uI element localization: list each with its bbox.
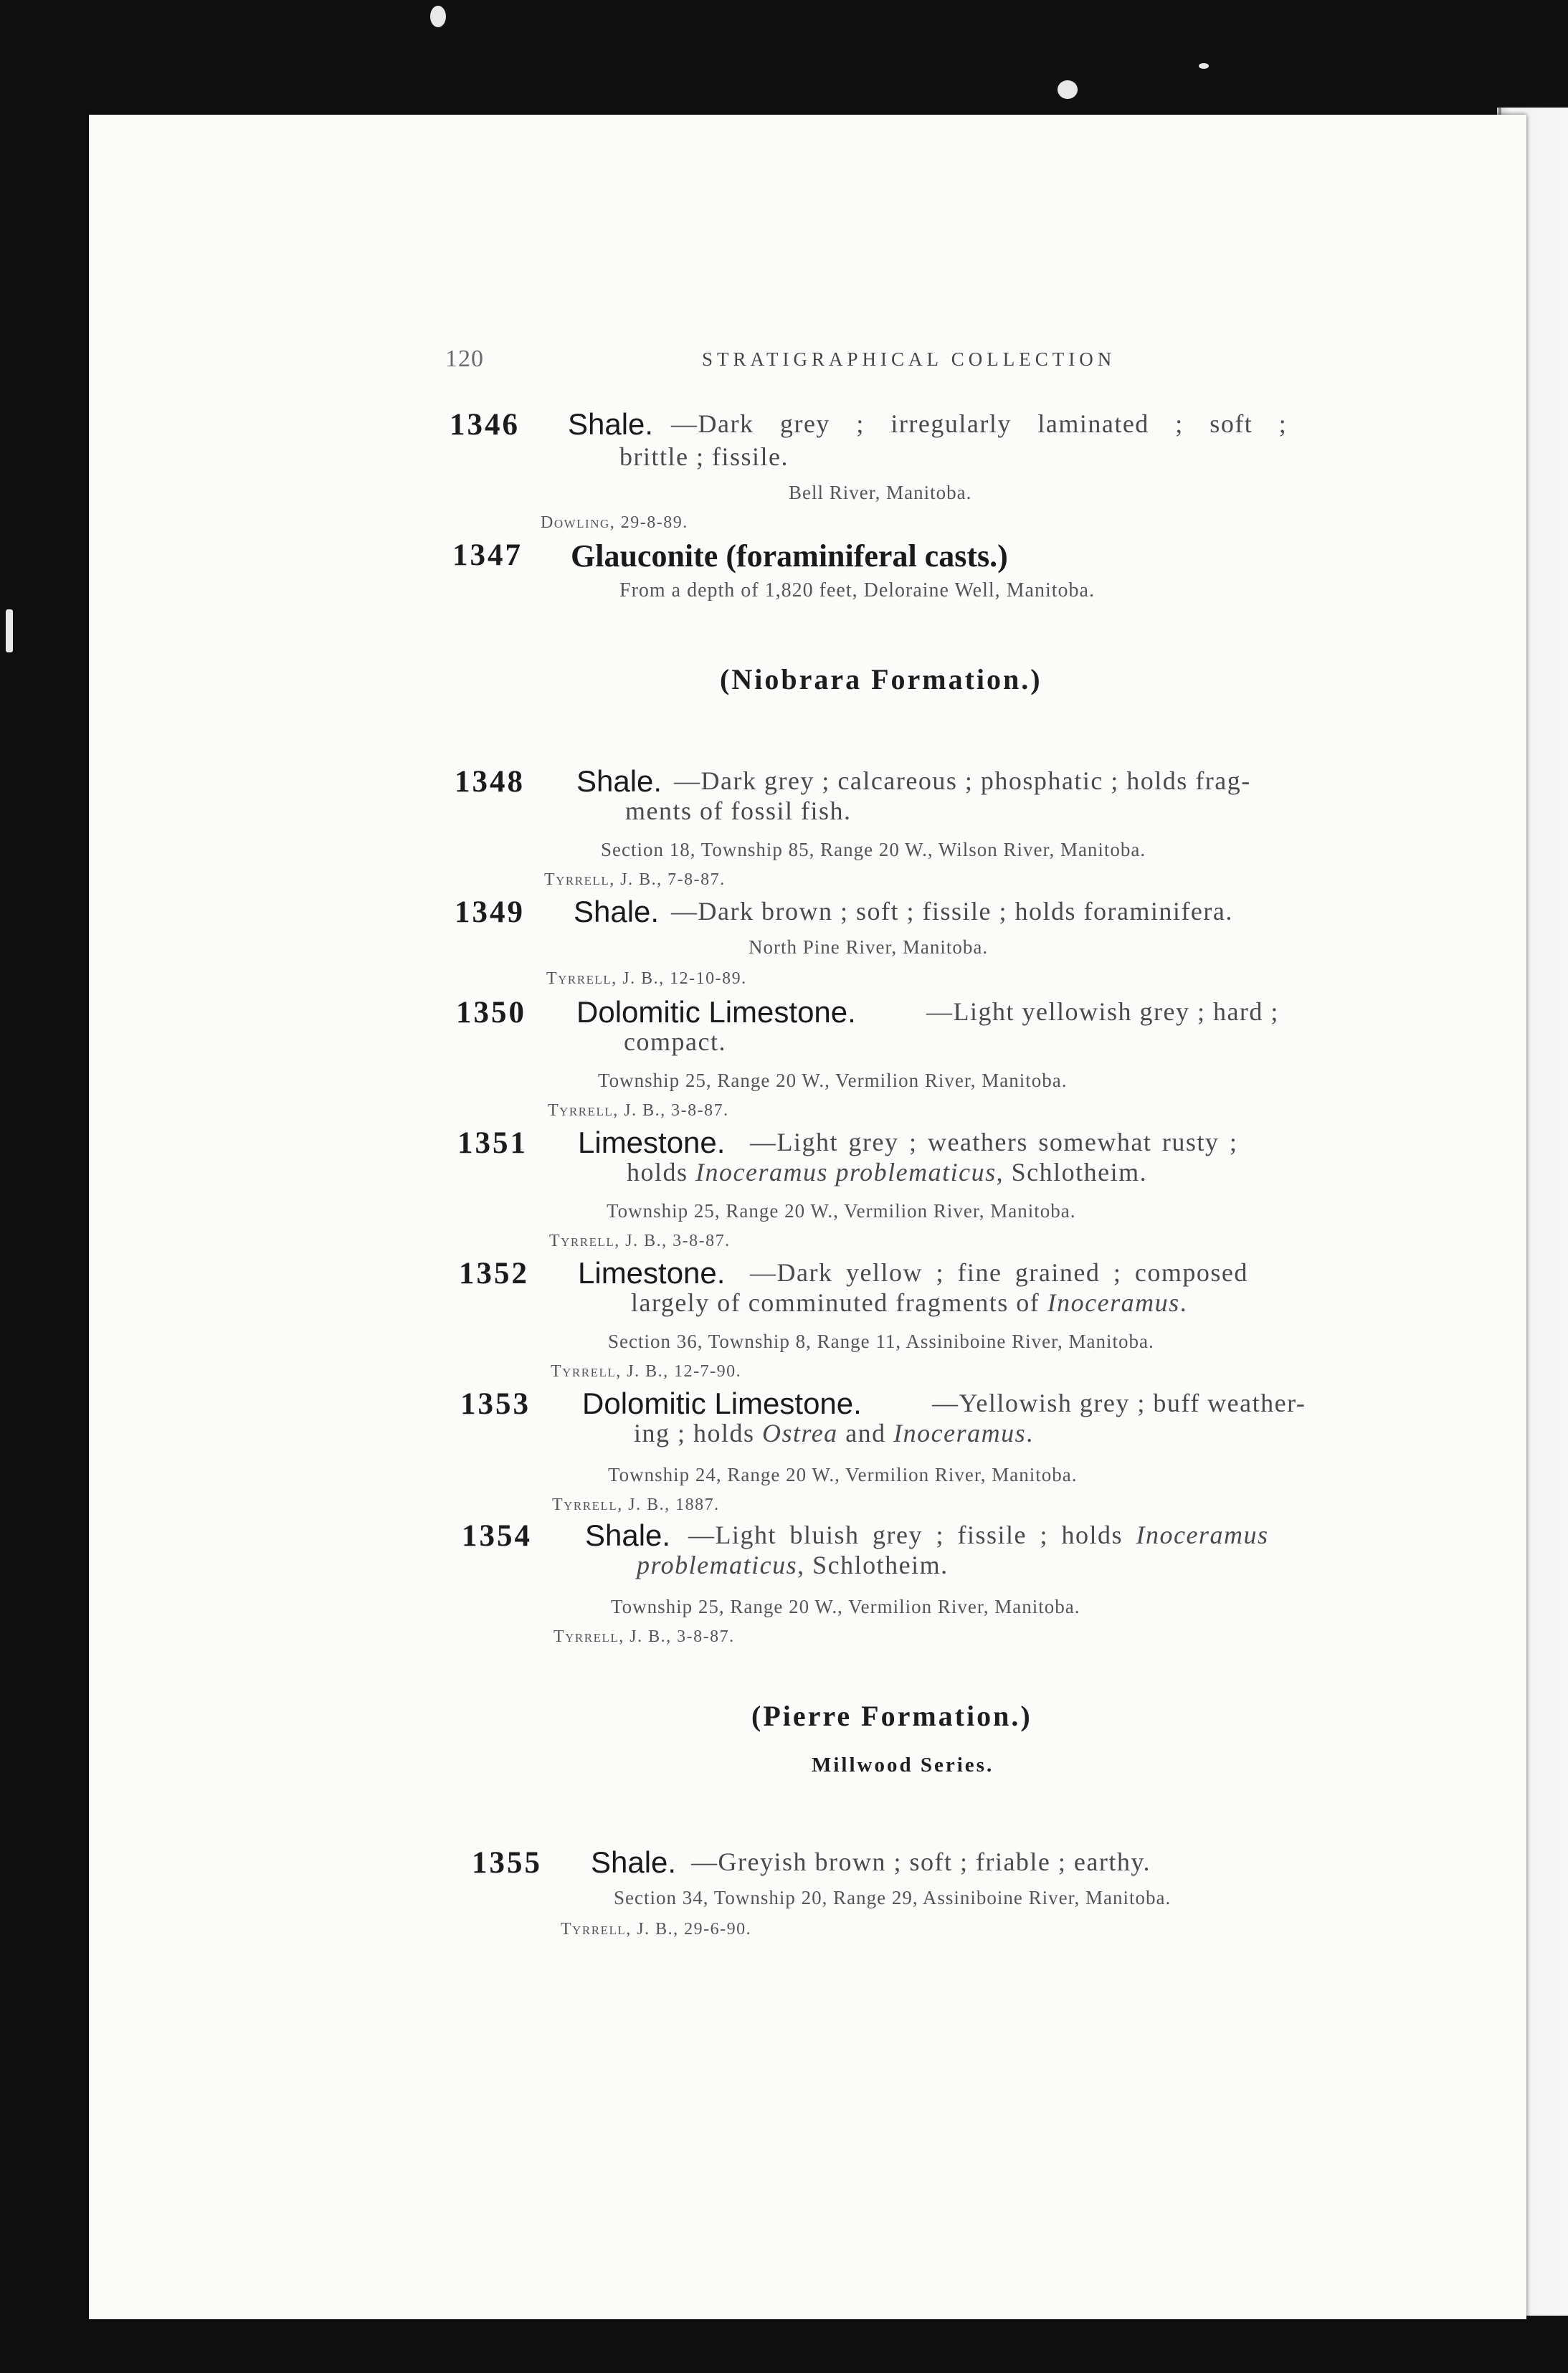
entry-number: 1354 [462,1519,532,1553]
entry-locality: Section 18, Township 85, Range 20 W., Wilson River, Manitoba. [601,839,1146,860]
collector-date: , J. B., 7-8-87. [609,870,726,889]
entry-collector [544,870,726,890]
entry-title: Shale. [568,407,654,441]
entry-description-continued: compact. [624,1027,726,1056]
description-text: . [1026,1419,1034,1447]
collector-name: Tyrrell [551,1362,617,1381]
description-text: ing ; holds [634,1419,763,1447]
collector-name: Tyrrell [553,1627,619,1646]
entry-number: 1346 [450,408,520,442]
entry-number: 1352 [459,1257,529,1290]
entry-collector [551,1362,741,1382]
entry-description-continued [627,1157,1147,1187]
entry-number: 1348 [455,765,525,799]
entry-number: 1350 [456,996,526,1029]
description-text: holds [627,1158,696,1186]
entry-description: —Light grey ; weathers somewhat rusty ; [750,1128,1238,1156]
entry-description-continued [634,1418,1034,1448]
collector-name: Tyrrell [546,969,612,988]
entry-locality: Section 36, Township 8, Range 11, Assiniboine River, Manitoba. [608,1331,1154,1352]
running-title: STRATIGRAPHICAL COLLECTION [702,348,1116,370]
entry-collector [552,1495,720,1515]
collector-date: , 29-8-89. [609,513,688,532]
taxon-name: Ostrea [762,1419,838,1447]
entry-collector [553,1627,735,1647]
dust-speck [1199,63,1209,69]
entry-description [688,1520,1268,1550]
dust-speck [6,609,13,652]
collector-name: Tyrrell [544,870,610,889]
section-heading-niobrara: (Niobrara Formation.) [720,663,1042,695]
collector-name: Tyrrell [561,1920,627,1939]
entry-locality: Township 24, Range 20 W., Vermilion River, Manitoba. [608,1464,1078,1485]
description-text: and [837,1419,894,1447]
taxon-name: Inoceramus problematicus [695,1158,997,1186]
entry-collector [546,969,747,989]
entry-title: Shale. [591,1845,677,1879]
entry-collector [549,1232,731,1251]
entry-description: —Greyish brown ; soft ; friable ; earthy. [691,1847,1151,1876]
entry-title: Dolomitic Limestone. [582,1387,862,1420]
entry-title: Limestone. [578,1126,726,1159]
dust-speck [1058,80,1078,99]
collector-name: Tyrrell [548,1101,614,1120]
entry-description-continued [631,1288,1187,1318]
running-head [89,346,1526,381]
taxon-name: problematicus [637,1551,798,1579]
description-text: largely of comminuted fragments of [631,1288,1047,1317]
entry-number: 1349 [455,895,525,929]
entry-number: 1351 [457,1126,528,1160]
entry-locality: North Pine River, Manitoba. [749,936,989,958]
collector-name: Dowling [541,513,610,532]
collector-date: , J. B., 3-8-87. [619,1627,735,1646]
entry-description: —Dark brown ; soft ; fissile ; holds foraminifera. [671,897,1233,926]
entry-locality: Bell River, Manitoba. [789,482,972,503]
page-number: 120 [445,346,484,372]
entry-description-continued: brittle ; fissile. [619,442,789,471]
entry-description: —Dark yellow ; fine grained ; composed [750,1258,1248,1287]
entry-title: Shale. [576,764,662,798]
description-text: —Light bluish grey ; fissile ; holds [688,1521,1136,1549]
entry-collector [548,1101,729,1121]
entry-locality: Township 25, Range 20 W., Vermilion River, Manitoba. [607,1200,1076,1222]
entry-title: Glauconite (foraminiferal casts.) [571,538,1008,574]
section-subheading: Millwood Series. [812,1754,994,1777]
entry-description-continued: ments of fossil fish. [625,796,852,825]
taxon-name: Inoceramus [1136,1521,1269,1549]
description-text: , Schlotheim. [996,1158,1148,1186]
description-text: , Schlotheim. [797,1551,949,1579]
entry-locality: From a depth of 1,820 feet, Deloraine Well, Manitoba. [619,579,1095,601]
entry-description: —Yellowish grey ; buff weather- [932,1389,1306,1417]
entry-title: Shale. [585,1518,671,1552]
entry-number: 1347 [452,538,523,572]
entry-title: Dolomitic Limestone. [576,995,856,1029]
entry-description: —Light yellowish grey ; hard ; [926,997,1279,1026]
entry-description: —Dark grey ; calcareous ; phosphatic ; holds frag- [674,766,1251,795]
entry-locality: Section 34, Township 20, Range 29, Assiniboine River, Manitoba. [614,1887,1172,1908]
description-text: . [1179,1288,1188,1317]
entry-number: 1355 [472,1846,542,1880]
entry-locality: Township 25, Range 20 W., Vermilion River, Manitoba. [598,1070,1068,1091]
entry-description-continued [637,1550,949,1580]
collector-date: , J. B., 1887. [617,1495,720,1514]
collector-date: , J. B., 3-8-87. [614,1232,731,1250]
section-heading-pierre: (Pierre Formation.) [751,1700,1032,1732]
entry-locality: Township 25, Range 20 W., Vermilion River, Manitoba. [611,1596,1080,1617]
collector-name: Tyrrell [552,1495,618,1514]
collector-date: , J. B., 12-10-89. [612,969,747,988]
taxon-name: Inoceramus [1047,1288,1180,1317]
collector-name: Tyrrell [549,1232,615,1250]
taxon-name: Inoceramus [893,1419,1027,1447]
entry-title: Limestone. [578,1256,726,1290]
entry-description: —Dark grey ; irregularly laminated ; soft ; [671,409,1288,438]
collector-date: , J. B., 29-6-90. [626,1920,752,1939]
dust-speck [430,6,446,27]
entry-collector [541,513,688,533]
entry-title: Shale. [574,895,660,928]
collector-date: , J. B., 12-7-90. [616,1362,742,1381]
entry-collector [561,1920,751,1939]
collector-date: , J. B., 3-8-87. [613,1101,729,1120]
page-content [89,115,1526,2319]
entry-number: 1353 [460,1387,531,1421]
